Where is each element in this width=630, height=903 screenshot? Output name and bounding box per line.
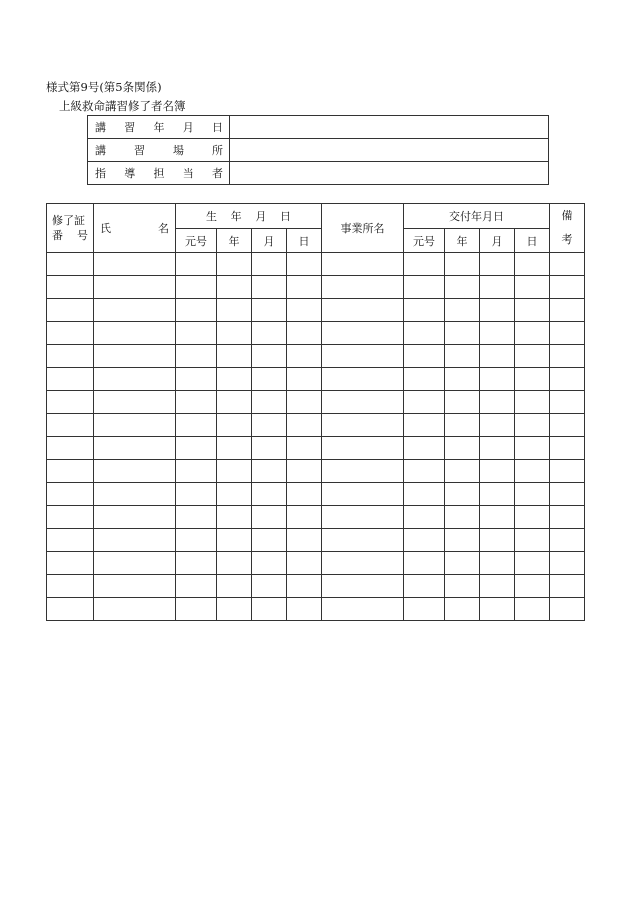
cert-number-char: 号: [77, 229, 88, 242]
course-place-label: [88, 139, 230, 162]
roster-cell[interactable]: [47, 253, 94, 276]
roster-cell[interactable]: [217, 391, 252, 414]
roster-cell[interactable]: [287, 506, 322, 529]
roster-cell[interactable]: [322, 391, 404, 414]
roster-cell[interactable]: [404, 575, 445, 598]
roster-cell[interactable]: [287, 276, 322, 299]
roster-cell[interactable]: [404, 460, 445, 483]
label-char: 習: [134, 144, 145, 157]
roster-cell[interactable]: [550, 460, 585, 483]
roster-cell[interactable]: [445, 368, 480, 391]
roster-cell[interactable]: [480, 368, 515, 391]
roster-cell[interactable]: [550, 276, 585, 299]
roster-cell[interactable]: [217, 552, 252, 575]
roster-cell[interactable]: [404, 368, 445, 391]
roster-cell[interactable]: [550, 414, 585, 437]
roster-cell[interactable]: [480, 253, 515, 276]
label-char: 場: [173, 144, 184, 157]
roster-cell[interactable]: [94, 391, 176, 414]
birth-year-header: 年: [217, 229, 252, 253]
roster-cell[interactable]: [94, 598, 176, 621]
roster-cell[interactable]: [94, 414, 176, 437]
roster-cell[interactable]: [287, 414, 322, 437]
roster-cell[interactable]: [176, 552, 217, 575]
roster-cell[interactable]: [217, 483, 252, 506]
roster-cell[interactable]: [47, 460, 94, 483]
roster-cell[interactable]: [404, 322, 445, 345]
roster-cell[interactable]: [404, 345, 445, 368]
roster-cell[interactable]: [322, 345, 404, 368]
roster-cell[interactable]: [287, 368, 322, 391]
roster-cell[interactable]: [176, 506, 217, 529]
roster-cell[interactable]: [550, 529, 585, 552]
roster-cell[interactable]: [322, 529, 404, 552]
roster-cell[interactable]: [322, 299, 404, 322]
roster-cell[interactable]: [47, 391, 94, 414]
issue-month-header: 月: [480, 229, 515, 253]
roster-cell[interactable]: [47, 345, 94, 368]
roster-cell[interactable]: [445, 506, 480, 529]
roster-cell[interactable]: [287, 598, 322, 621]
roster-cell[interactable]: [445, 276, 480, 299]
roster-cell[interactable]: [94, 368, 176, 391]
roster-cell[interactable]: [217, 368, 252, 391]
roster-cell[interactable]: [445, 575, 480, 598]
course-info-table: [87, 115, 549, 185]
roster-cell[interactable]: [94, 506, 176, 529]
completion-roster-table: [46, 203, 585, 621]
roster-cell[interactable]: [217, 322, 252, 345]
name-char: 名: [158, 222, 169, 235]
roster-cell[interactable]: [322, 253, 404, 276]
instructor-value[interactable]: [230, 162, 549, 185]
roster-cell[interactable]: [515, 506, 550, 529]
remarks-char: 備: [561, 209, 573, 222]
roster-cell[interactable]: [176, 276, 217, 299]
roster-cell[interactable]: [515, 575, 550, 598]
remarks-header: [550, 204, 585, 253]
roster-cell[interactable]: [252, 253, 287, 276]
info-row-course-date: [88, 116, 549, 139]
roster-cell[interactable]: [176, 253, 217, 276]
roster-cell[interactable]: [445, 437, 480, 460]
roster-cell[interactable]: [176, 598, 217, 621]
roster-cell[interactable]: [252, 414, 287, 437]
label-char: 講: [95, 144, 106, 157]
roster-row: [47, 276, 585, 299]
roster-cell[interactable]: [550, 299, 585, 322]
roster-cell[interactable]: [287, 299, 322, 322]
roster-row: [47, 299, 585, 322]
roster-cell[interactable]: [217, 575, 252, 598]
roster-cell[interactable]: [480, 506, 515, 529]
roster-cell[interactable]: [47, 276, 94, 299]
roster-cell[interactable]: [515, 460, 550, 483]
roster-cell[interactable]: [47, 437, 94, 460]
roster-cell[interactable]: [515, 598, 550, 621]
roster-cell[interactable]: [287, 391, 322, 414]
roster-cell[interactable]: [445, 598, 480, 621]
name-char: 氏: [100, 222, 111, 235]
roster-row: [47, 460, 585, 483]
label-char: 導: [124, 167, 136, 180]
roster-row: [47, 368, 585, 391]
roster-cell[interactable]: [515, 253, 550, 276]
roster-cell[interactable]: [287, 575, 322, 598]
roster-cell[interactable]: [176, 368, 217, 391]
roster-row: [47, 322, 585, 345]
label-char: 年: [153, 121, 165, 134]
roster-cell[interactable]: [47, 414, 94, 437]
issue-year-header: 年: [445, 229, 480, 253]
roster-cell[interactable]: [404, 391, 445, 414]
course-date-value[interactable]: [230, 116, 549, 139]
roster-cell[interactable]: [550, 552, 585, 575]
roster-cell[interactable]: [480, 575, 515, 598]
roster-cell[interactable]: [47, 575, 94, 598]
roster-cell[interactable]: [515, 552, 550, 575]
roster-cell[interactable]: [515, 345, 550, 368]
roster-cell[interactable]: [47, 506, 94, 529]
roster-row: [47, 391, 585, 414]
roster-row: [47, 598, 585, 621]
roster-cell[interactable]: [287, 483, 322, 506]
roster-cell[interactable]: [94, 345, 176, 368]
roster-cell[interactable]: [252, 391, 287, 414]
roster-cell[interactable]: [404, 483, 445, 506]
birth-era-header: 元号: [176, 229, 217, 253]
issue-date-header: 交付年月日: [404, 204, 550, 229]
roster-cell[interactable]: [404, 437, 445, 460]
roster-cell[interactable]: [252, 483, 287, 506]
roster-cell[interactable]: [480, 483, 515, 506]
roster-cell[interactable]: [515, 368, 550, 391]
label-char: 者: [212, 167, 223, 180]
roster-cell[interactable]: [252, 460, 287, 483]
birth-day-header: 日: [287, 229, 322, 253]
roster-cell[interactable]: [550, 345, 585, 368]
issue-era-header: 元号: [404, 229, 445, 253]
roster-cell[interactable]: [94, 253, 176, 276]
cert-number-line1: 修了証: [52, 214, 85, 227]
roster-cell[interactable]: [445, 483, 480, 506]
roster-cell[interactable]: [252, 368, 287, 391]
roster-cell[interactable]: [322, 483, 404, 506]
label-char: 日: [212, 121, 223, 134]
roster-cell[interactable]: [322, 506, 404, 529]
roster-cell[interactable]: [404, 414, 445, 437]
roster-cell[interactable]: [480, 598, 515, 621]
roster-cell[interactable]: [252, 322, 287, 345]
label-char: 所: [212, 144, 223, 157]
roster-cell[interactable]: [176, 483, 217, 506]
roster-cell[interactable]: [176, 575, 217, 598]
roster-cell[interactable]: [287, 322, 322, 345]
roster-cell[interactable]: [550, 322, 585, 345]
roster-cell[interactable]: [176, 322, 217, 345]
roster-cell[interactable]: [322, 414, 404, 437]
roster-row: [47, 345, 585, 368]
roster-cell[interactable]: [217, 414, 252, 437]
roster-cell[interactable]: [550, 368, 585, 391]
roster-cell[interactable]: [94, 575, 176, 598]
roster-row: [47, 414, 585, 437]
roster-cell[interactable]: [287, 552, 322, 575]
roster-cell[interactable]: [47, 552, 94, 575]
roster-cell[interactable]: [515, 299, 550, 322]
birthdate-header: [176, 204, 322, 229]
birth-month-header: 月: [252, 229, 287, 253]
roster-cell[interactable]: [480, 414, 515, 437]
roster-cell[interactable]: [445, 253, 480, 276]
roster-cell[interactable]: [47, 322, 94, 345]
roster-cell[interactable]: [322, 322, 404, 345]
birthdate-char: 生: [206, 210, 217, 223]
roster-cell[interactable]: [176, 437, 217, 460]
roster-cell[interactable]: [480, 437, 515, 460]
label-char: 習: [124, 121, 136, 134]
roster-cell[interactable]: [252, 437, 287, 460]
info-row-instructor: [88, 162, 549, 185]
cert-number-char: 番: [52, 229, 63, 242]
roster-cell[interactable]: [445, 299, 480, 322]
roster-cell[interactable]: [404, 529, 445, 552]
roster-cell[interactable]: [480, 391, 515, 414]
roster-cell[interactable]: [287, 460, 322, 483]
roster-cell[interactable]: [47, 529, 94, 552]
roster-cell[interactable]: [404, 506, 445, 529]
roster-cell[interactable]: [252, 506, 287, 529]
roster-cell[interactable]: [252, 575, 287, 598]
roster-cell[interactable]: [252, 276, 287, 299]
roster-cell[interactable]: [445, 460, 480, 483]
roster-cell[interactable]: [217, 299, 252, 322]
roster-cell[interactable]: [550, 253, 585, 276]
roster-cell[interactable]: [176, 391, 217, 414]
label-char: 担: [153, 167, 165, 180]
roster-cell[interactable]: [322, 598, 404, 621]
form-number: 様式第9号(第5条関係): [46, 80, 162, 94]
roster-cell[interactable]: [217, 253, 252, 276]
roster-cell[interactable]: [550, 575, 585, 598]
roster-cell[interactable]: [252, 552, 287, 575]
birthdate-char: 日: [279, 210, 291, 223]
roster-cell[interactable]: [176, 345, 217, 368]
roster-cell[interactable]: [47, 368, 94, 391]
label-char: 講: [95, 121, 106, 134]
roster-cell[interactable]: [445, 552, 480, 575]
roster-cell[interactable]: [445, 529, 480, 552]
roster-row: [47, 575, 585, 598]
roster-cell[interactable]: [217, 529, 252, 552]
roster-cell[interactable]: [176, 529, 217, 552]
roster-cell[interactable]: [252, 345, 287, 368]
roster-row: [47, 483, 585, 506]
roster-cell[interactable]: [322, 276, 404, 299]
roster-cell[interactable]: [404, 299, 445, 322]
roster-cell[interactable]: [515, 529, 550, 552]
label-char: 月: [182, 121, 194, 134]
roster-cell[interactable]: [480, 345, 515, 368]
birthdate-char: 年: [230, 210, 242, 223]
roster-cell[interactable]: [550, 506, 585, 529]
roster-cell[interactable]: [252, 598, 287, 621]
roster-cell[interactable]: [550, 437, 585, 460]
roster-cell[interactable]: [217, 598, 252, 621]
cert-number-header: [47, 204, 94, 253]
roster-cell[interactable]: [217, 437, 252, 460]
roster-cell[interactable]: [404, 552, 445, 575]
roster-cell[interactable]: [322, 552, 404, 575]
roster-cell[interactable]: [94, 552, 176, 575]
roster-cell[interactable]: [550, 483, 585, 506]
roster-cell[interactable]: [217, 460, 252, 483]
remarks-char: 考: [561, 233, 573, 246]
roster-cell[interactable]: [480, 299, 515, 322]
roster-cell[interactable]: [94, 529, 176, 552]
roster-cell[interactable]: [94, 276, 176, 299]
name-header: [94, 204, 176, 253]
roster-cell[interactable]: [94, 483, 176, 506]
roster-cell[interactable]: [176, 299, 217, 322]
roster-row: [47, 253, 585, 276]
roster-cell[interactable]: [445, 391, 480, 414]
course-date-label: [88, 116, 230, 139]
roster-row: [47, 437, 585, 460]
roster-cell[interactable]: [252, 529, 287, 552]
roster-cell[interactable]: [217, 506, 252, 529]
issue-day-header: 日: [515, 229, 550, 253]
roster-cell[interactable]: [445, 414, 480, 437]
roster-cell[interactable]: [550, 391, 585, 414]
roster-cell[interactable]: [287, 253, 322, 276]
roster-cell[interactable]: [404, 253, 445, 276]
roster-cell[interactable]: [252, 299, 287, 322]
roster-row: [47, 529, 585, 552]
roster-cell[interactable]: [480, 276, 515, 299]
roster-cell[interactable]: [94, 322, 176, 345]
roster-header-row: [47, 204, 585, 229]
roster-cell[interactable]: [287, 345, 322, 368]
course-place-value[interactable]: [230, 139, 549, 162]
roster-cell[interactable]: [515, 437, 550, 460]
roster-cell[interactable]: [322, 575, 404, 598]
roster-row: [47, 506, 585, 529]
roster-cell[interactable]: [445, 345, 480, 368]
roster-cell[interactable]: [515, 276, 550, 299]
roster-cell[interactable]: [480, 460, 515, 483]
instructor-label: [88, 162, 230, 185]
roster-cell[interactable]: [176, 460, 217, 483]
roster-cell[interactable]: [480, 552, 515, 575]
roster-cell[interactable]: [47, 598, 94, 621]
roster-row: [47, 552, 585, 575]
roster-cell[interactable]: [322, 460, 404, 483]
info-row-course-place: [88, 139, 549, 162]
roster-cell[interactable]: [480, 529, 515, 552]
office-name-header: 事業所名: [322, 204, 404, 253]
roster-cell[interactable]: [445, 322, 480, 345]
roster-cell[interactable]: [287, 437, 322, 460]
roster-cell[interactable]: [94, 437, 176, 460]
roster-cell[interactable]: [47, 299, 94, 322]
birthdate-char: 月: [255, 210, 267, 223]
form-title: 上級救命講習修了者名簿: [59, 99, 186, 113]
roster-cell[interactable]: [94, 460, 176, 483]
roster-cell[interactable]: [550, 598, 585, 621]
roster-cell[interactable]: [404, 276, 445, 299]
roster-cell[interactable]: [515, 483, 550, 506]
roster-cell[interactable]: [217, 345, 252, 368]
label-char: 当: [182, 167, 194, 180]
roster-cell[interactable]: [322, 437, 404, 460]
roster-cell[interactable]: [94, 299, 176, 322]
roster-cell[interactable]: [515, 322, 550, 345]
roster-cell[interactable]: [322, 368, 404, 391]
roster-cell[interactable]: [217, 276, 252, 299]
roster-cell[interactable]: [515, 391, 550, 414]
roster-cell[interactable]: [404, 598, 445, 621]
roster-cell[interactable]: [47, 483, 94, 506]
roster-cell[interactable]: [176, 414, 217, 437]
roster-cell[interactable]: [515, 414, 550, 437]
roster-cell[interactable]: [287, 529, 322, 552]
roster-cell[interactable]: [480, 322, 515, 345]
label-char: 指: [95, 167, 106, 180]
